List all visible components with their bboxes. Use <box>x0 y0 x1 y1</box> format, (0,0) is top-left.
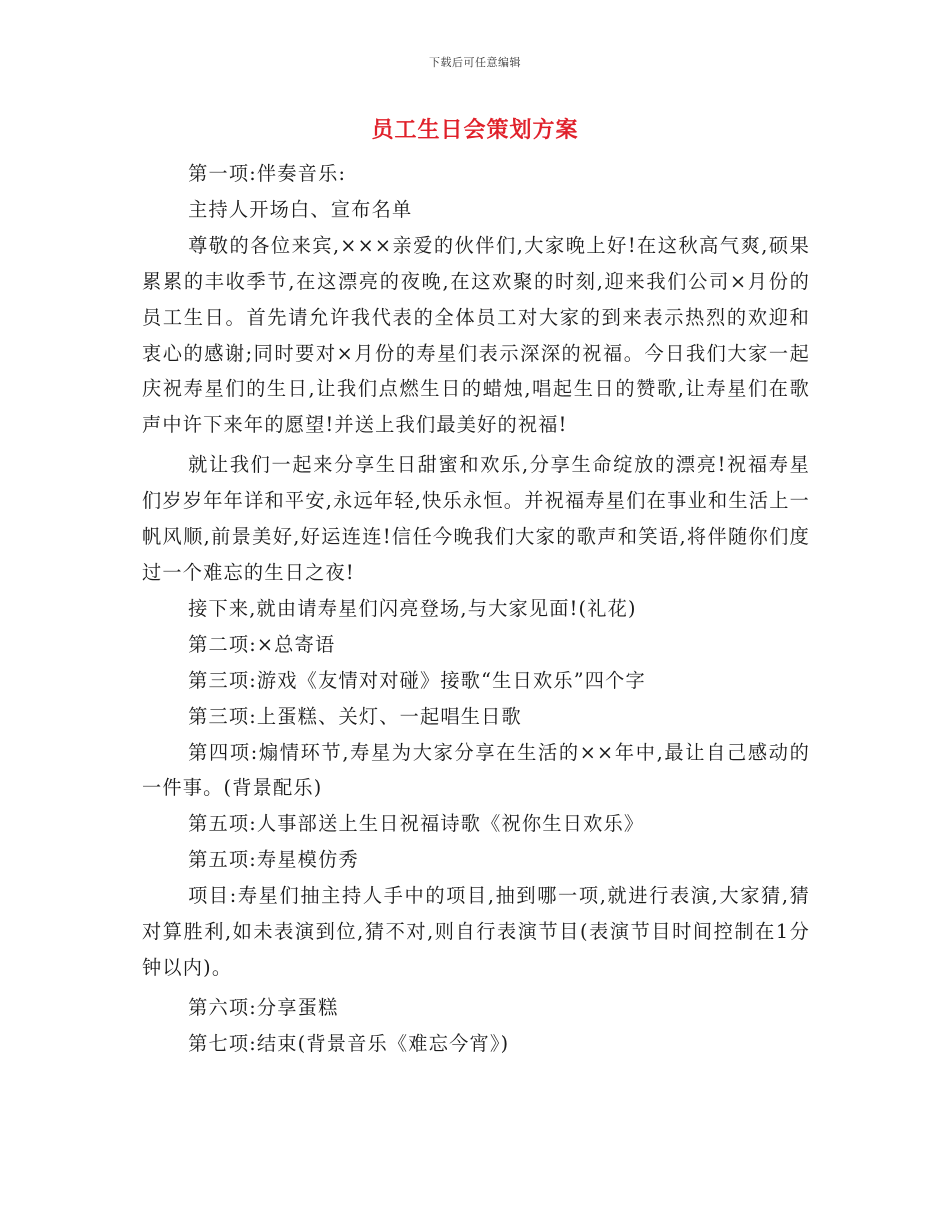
paragraph: 第七项:结束(背景音乐《难忘今宵》) <box>188 1031 510 1055</box>
paragraph: 第三项:上蛋糕、关灯、一起唱生日歌 <box>188 704 522 728</box>
paragraph: 主持人开场白、宣布名单 <box>188 197 413 221</box>
paragraph: 第五项:寿星模仿秀 <box>188 848 359 872</box>
paragraph: 就让我们一起来分享生日甜蜜和欢乐,分享生命绽放的漂亮!祝福寿星们岁岁年年详和平安,永远年轻,快乐永恒。并祝福寿星们在事业和生活上一帆风顺,前景美好,好运连连!信任今晚我们大家的歌声和笑语,将伴随你们度过一个难忘的生日之夜! <box>142 453 810 584</box>
paragraph: 第四项:煽情环节,寿星为大家分享在生活的××年中,最让自己感动的一件事。(背景配乐) <box>142 740 810 800</box>
document-title: 员工生日会策划方案 <box>371 117 579 143</box>
paragraph: 第三项:游戏《友情对对碰》接歌“生日欢乐”四个字 <box>188 668 646 692</box>
paragraph: 第六项:分享蛋糕 <box>188 995 339 1019</box>
paragraph: 尊敬的各位来宾,×××亲爱的伙伴们,大家晚上好!在这秋高气爽,硕果累累的丰收季节,在这漂亮的夜晚,在这欢聚的时刻,迎来我们公司×月份的员工生日。首先请允许我代表的全体员工对大家的到来表示热烈的欢迎和衷心的感谢;同时要对×月份的寿星们表示深深的祝福。今日我们大家一起庆祝寿星们的生日,让我们点燃生日的蜡烛,唱起生日的赞歌,让寿星们在歌声中许下来年的愿望!并送上我们最美好的祝福! <box>142 233 810 437</box>
paragraph: 第五项:人事部送上生日祝福诗歌《祝你生日欢乐》 <box>188 812 645 836</box>
paragraph: 第一项:伴奏音乐: <box>188 162 347 185</box>
header-note: 下载后可任意编辑 <box>429 56 521 69</box>
document-body <box>142 156 810 1062</box>
paragraph: 项目:寿星们抽主持人手中的项目,抽到哪一项,就进行表演,大家猜,猜对算胜利,如未表演到位,猜不对,则自行表演节目(表演节目时间控制在1分钟以内)。 <box>142 884 810 979</box>
paragraph: 接下来,就由请寿星们闪亮登场,与大家见面!(礼花) <box>188 596 637 620</box>
paragraph: 第二项:×总寄语 <box>188 632 336 656</box>
